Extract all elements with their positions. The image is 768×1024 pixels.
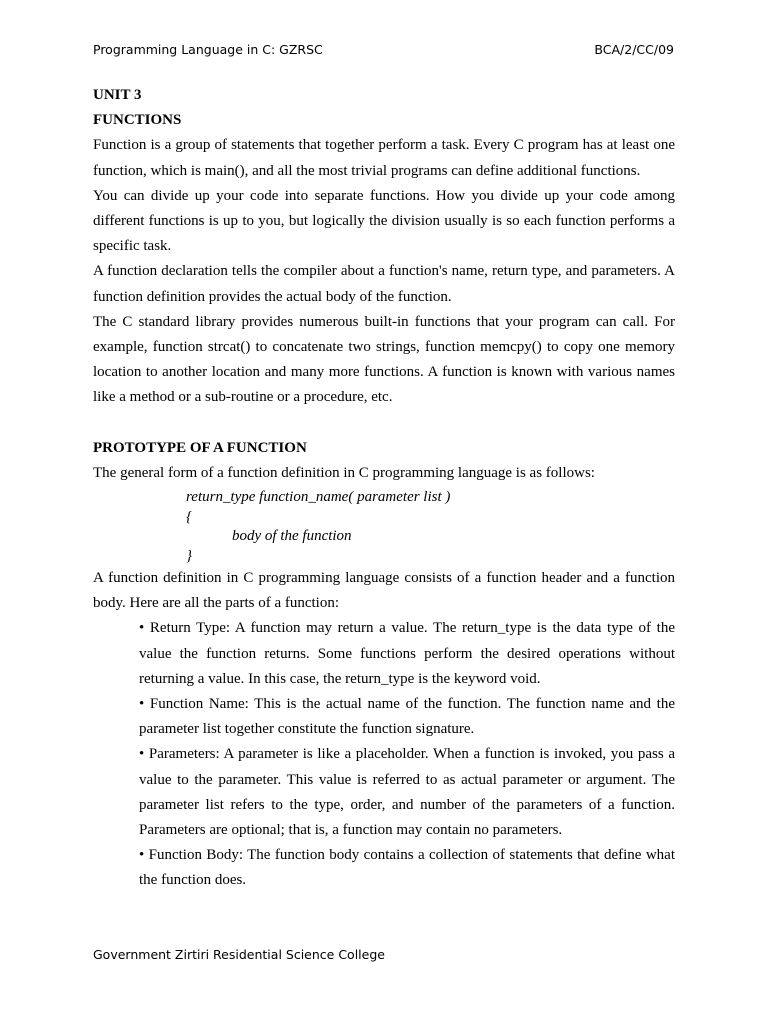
page-body	[93, 83, 675, 894]
intro-paragraph: You can divide up your code into separate functions. How you divide up your code among different functions is up to you, but logically the division usually is so each function performs a specific task.	[93, 187, 675, 255]
list-item: • Parameters: A parameter is like a placeholder. When a function is invoked, you pass a value to the parameter. This value is referred to as actual parameter or argument. The parameter list refers to the type, order, and number of the parameters of a function. Parameters are optional; that is, a function may contain no parameters.	[139, 746, 675, 839]
page-header-right: BCA/2/CC/09	[594, 42, 674, 57]
intro-paragraph: Function is a group of statements that together perform a task. Every C program has at least one function, which is main(), and all the most trivial programs can define additional functions.	[93, 137, 675, 179]
section-heading: PROTOTYPE OF A FUNCTION	[93, 439, 307, 456]
section-paragraph: A function definition in C programming language consists of a function header and a function body. Here are all the parts of a function:	[93, 570, 675, 612]
bullet-list	[139, 616, 675, 893]
code-line: body of the function	[232, 528, 352, 545]
intro-paragraph: A function declaration tells the compiler about a function's name, return type, and parameters. A function definition provides the actual body of the function.	[93, 263, 675, 305]
code-line: return_type function_name( parameter list )	[186, 489, 451, 506]
list-item: • Function Name: This is the actual name of the function. The function name and the parameter list together constitute the function signature.	[139, 696, 675, 738]
page-footer: Government Zirtiri Residential Science College	[93, 947, 385, 962]
list-item: • Return Type: A function may return a value. The return_type is the data type of the value the function returns. Some functions perform the desired operations without returning a value. In this case, the return_type is the keyword void.	[139, 620, 675, 687]
section-lead: The general form of a function definition in C programming language is as follows:	[93, 464, 595, 481]
unit-title: UNIT 3	[93, 87, 142, 103]
code-line: }	[186, 547, 192, 564]
code-block	[186, 488, 675, 566]
list-item: • Function Body: The function body contains a collection of statements that define what the function does.	[139, 847, 675, 889]
code-line: {	[186, 508, 192, 525]
intro-paragraph: The C standard library provides numerous built-in functions that your program can call. For example, function strcat() to concatenate two strings, function memcpy() to copy one memory location to another location and many more functions. A function is known with various names like a method or a sub-routine or a procedure, etc.	[93, 313, 675, 406]
page-header-left: Programming Language in C: GZRSC	[93, 42, 323, 57]
page-title: FUNCTIONS	[93, 112, 182, 129]
